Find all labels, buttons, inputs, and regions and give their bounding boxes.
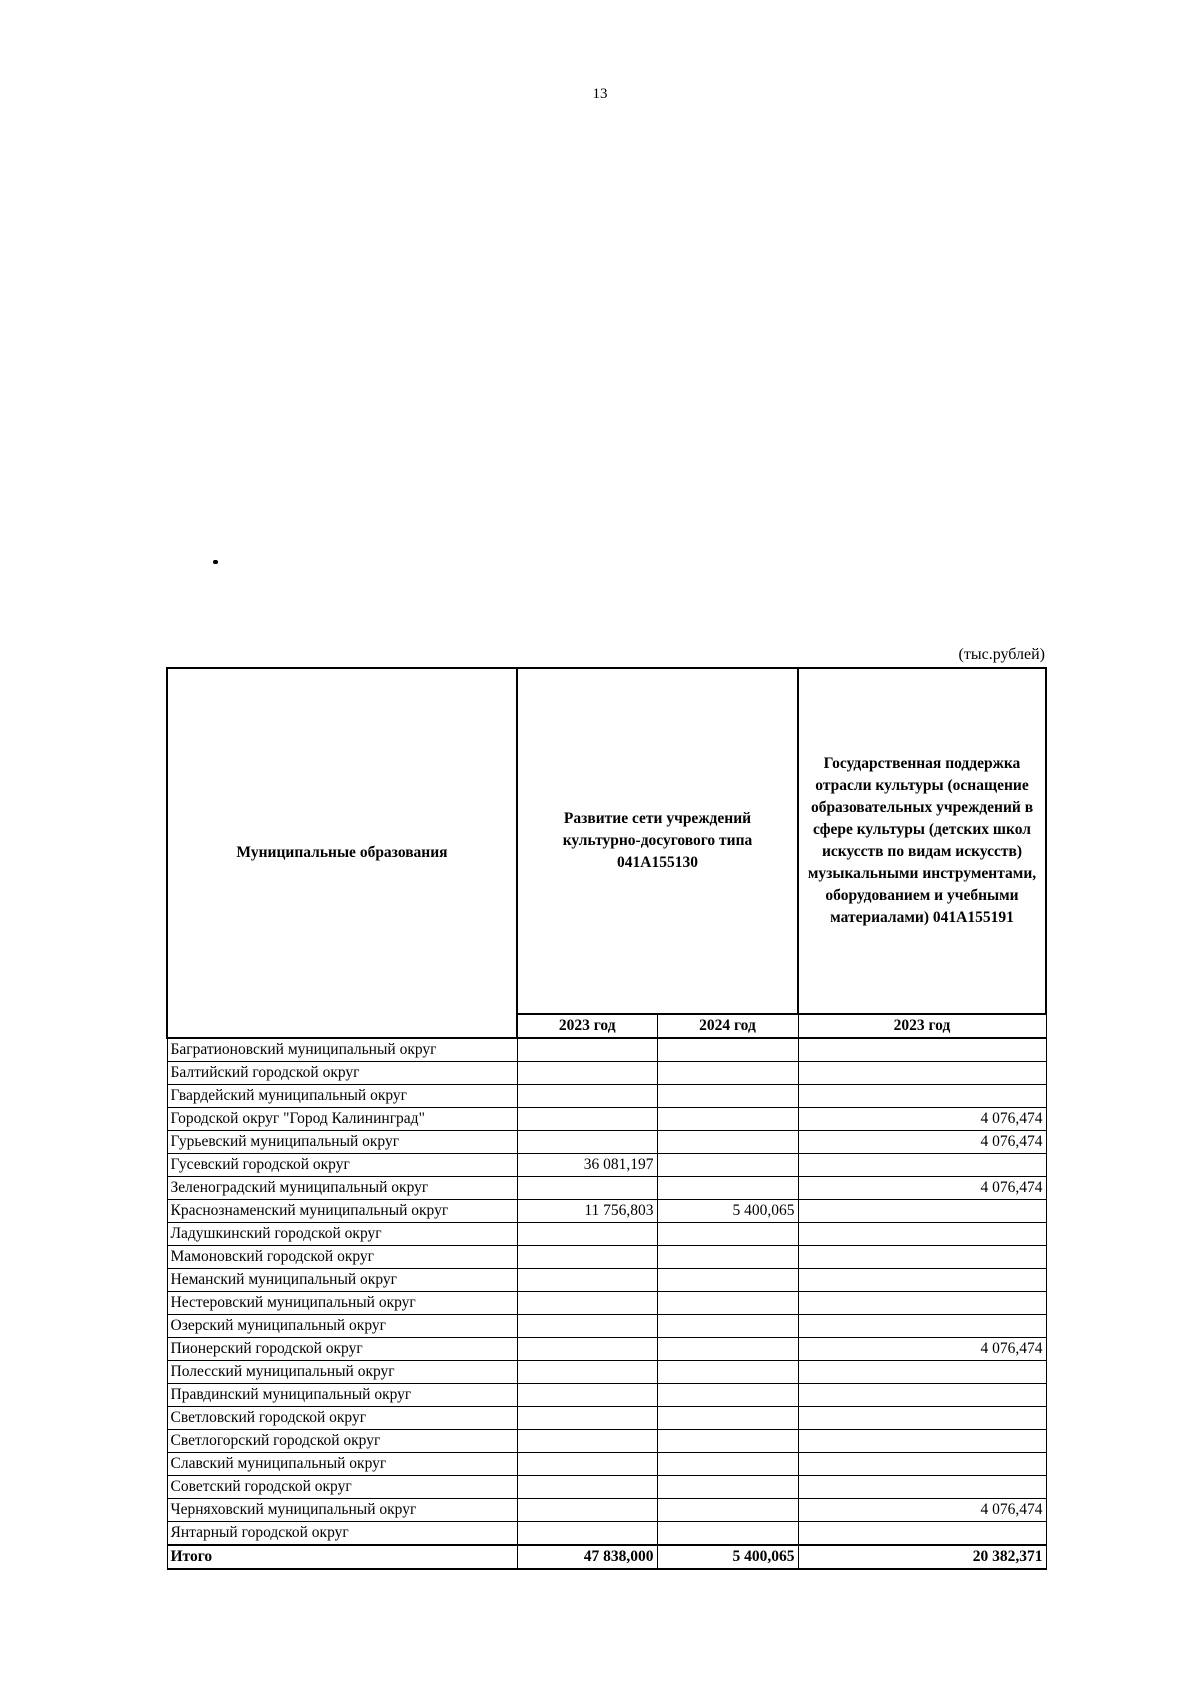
value-support-2023: 4 076,474 — [798, 1338, 1046, 1361]
value-network-2024 — [657, 1315, 798, 1338]
value-support-2023: 4 076,474 — [798, 1499, 1046, 1522]
municipality-name: Городской округ "Город Калининград" — [167, 1108, 517, 1131]
table-row — [167, 1522, 1046, 1546]
value-support-2023 — [798, 1154, 1046, 1177]
value-network-2023 — [517, 1062, 657, 1085]
municipality-name: Зеленоградский муниципальный округ — [167, 1177, 517, 1200]
value-support-2023 — [798, 1453, 1046, 1476]
value-support-2023 — [798, 1292, 1046, 1315]
value-network-2024 — [657, 1269, 798, 1292]
table-row — [167, 1430, 1046, 1453]
value-support-2023: 4 076,474 — [798, 1177, 1046, 1200]
header-municipality: Муниципальные образования — [167, 668, 517, 1038]
table-row — [167, 1131, 1046, 1154]
municipality-name: Озерский муниципальный округ — [167, 1315, 517, 1338]
header-year-2023-network: 2023 год — [517, 1014, 657, 1038]
municipality-name: Балтийский городской округ — [167, 1062, 517, 1085]
municipality-name: Черняховский муниципальный округ — [167, 1499, 517, 1522]
value-network-2024 — [657, 1384, 798, 1407]
municipality-name: Гвардейский муниципальный округ — [167, 1085, 517, 1108]
value-support-2023 — [798, 1384, 1046, 1407]
municipality-name: Краснознаменский муниципальный округ — [167, 1200, 517, 1223]
page-number: 13 — [592, 86, 608, 102]
value-support-2023 — [798, 1200, 1046, 1223]
table-row — [167, 1292, 1046, 1315]
municipality-name: Славский муниципальный округ — [167, 1453, 517, 1476]
municipality-name: Полесский муниципальный округ — [167, 1361, 517, 1384]
value-network-2023 — [517, 1430, 657, 1453]
municipality-name: Правдинский муниципальный округ — [167, 1384, 517, 1407]
value-network-2023 — [517, 1522, 657, 1546]
value-network-2023: 11 756,803 — [517, 1200, 657, 1223]
municipality-name: Советский городской округ — [167, 1476, 517, 1499]
header-year-2024-network: 2024 год — [657, 1014, 798, 1038]
municipality-name: Гурьевский муниципальный округ — [167, 1131, 517, 1154]
table-row — [167, 1315, 1046, 1338]
value-support-2023 — [798, 1038, 1046, 1062]
table-row — [167, 1154, 1046, 1177]
funding-table — [166, 667, 1047, 1570]
value-network-2023 — [517, 1476, 657, 1499]
total-row — [167, 1545, 1046, 1569]
table-row — [167, 1200, 1046, 1223]
scan-speck — [213, 560, 218, 564]
table-row — [167, 1499, 1046, 1522]
municipality-name: Неманский муниципальный округ — [167, 1269, 517, 1292]
value-network-2024 — [657, 1038, 798, 1062]
value-support-2023 — [798, 1062, 1046, 1085]
municipality-name: Нестеровский муниципальный округ — [167, 1292, 517, 1315]
value-network-2024 — [657, 1453, 798, 1476]
value-network-2024 — [657, 1246, 798, 1269]
value-network-2024 — [657, 1407, 798, 1430]
value-support-2023 — [798, 1522, 1046, 1546]
total-label: Итого — [167, 1545, 517, 1569]
municipality-name: Ладушкинский городской округ — [167, 1223, 517, 1246]
municipality-name: Мамоновский городской округ — [167, 1246, 517, 1269]
value-network-2023 — [517, 1108, 657, 1131]
municipality-name: Светлогорский городской округ — [167, 1430, 517, 1453]
table-row — [167, 1269, 1046, 1292]
value-network-2024 — [657, 1499, 798, 1522]
table-row — [167, 1453, 1046, 1476]
table-body — [167, 1038, 1046, 1569]
total-support-2023: 20 382,371 — [798, 1545, 1046, 1569]
total-network-2024: 5 400,065 — [657, 1545, 798, 1569]
value-network-2024 — [657, 1085, 798, 1108]
municipality-name: Багратионовский муниципальный округ — [167, 1038, 517, 1062]
value-network-2024 — [657, 1292, 798, 1315]
value-network-2024 — [657, 1522, 798, 1546]
value-network-2023 — [517, 1407, 657, 1430]
table-row — [167, 1108, 1046, 1131]
value-network-2023 — [517, 1384, 657, 1407]
value-network-2023 — [517, 1223, 657, 1246]
table-row — [167, 1038, 1046, 1062]
value-support-2023: 4 076,474 — [798, 1108, 1046, 1131]
value-network-2023 — [517, 1315, 657, 1338]
value-support-2023 — [798, 1430, 1046, 1453]
value-network-2024 — [657, 1131, 798, 1154]
value-network-2023 — [517, 1453, 657, 1476]
table-row — [167, 1246, 1046, 1269]
table-row — [167, 1384, 1046, 1407]
table-row — [167, 1223, 1046, 1246]
table-row — [167, 1085, 1046, 1108]
value-support-2023 — [798, 1407, 1046, 1430]
value-network-2023 — [517, 1131, 657, 1154]
value-support-2023 — [798, 1246, 1046, 1269]
table-row — [167, 1338, 1046, 1361]
value-network-2023 — [517, 1361, 657, 1384]
value-network-2024 — [657, 1177, 798, 1200]
table-row — [167, 1361, 1046, 1384]
total-network-2023: 47 838,000 — [517, 1545, 657, 1569]
value-network-2024 — [657, 1108, 798, 1131]
value-network-2024 — [657, 1338, 798, 1361]
header-year-2023-support: 2023 год — [798, 1014, 1046, 1038]
municipality-name: Светловский городской округ — [167, 1407, 517, 1430]
value-network-2024 — [657, 1223, 798, 1246]
value-network-2023 — [517, 1177, 657, 1200]
value-support-2023 — [798, 1361, 1046, 1384]
value-support-2023: 4 076,474 — [798, 1131, 1046, 1154]
value-network-2024 — [657, 1476, 798, 1499]
value-network-2024 — [657, 1154, 798, 1177]
value-support-2023 — [798, 1315, 1046, 1338]
value-support-2023 — [798, 1476, 1046, 1499]
table-row — [167, 1062, 1046, 1085]
table-row — [167, 1177, 1046, 1200]
value-network-2024: 5 400,065 — [657, 1200, 798, 1223]
value-network-2024 — [657, 1062, 798, 1085]
value-network-2023 — [517, 1269, 657, 1292]
value-support-2023 — [798, 1085, 1046, 1108]
value-network-2023 — [517, 1085, 657, 1108]
value-network-2024 — [657, 1430, 798, 1453]
value-support-2023 — [798, 1269, 1046, 1292]
units-label: (тыс.рублей) — [958, 646, 1045, 663]
value-network-2023 — [517, 1038, 657, 1062]
header-state-support: Государственная поддержка отрасли культуры (оснащение образовательных учреждений в сфере культуры (детских школ искусств по видам искусств) музыкальными инструментами, оборудованием и учебными материалами) 041А155191 — [798, 668, 1046, 1014]
value-network-2024 — [657, 1361, 798, 1384]
table-row — [167, 1476, 1046, 1499]
value-support-2023 — [798, 1223, 1046, 1246]
value-network-2023 — [517, 1338, 657, 1361]
value-network-2023 — [517, 1246, 657, 1269]
value-network-2023: 36 081,197 — [517, 1154, 657, 1177]
value-network-2023 — [517, 1292, 657, 1315]
table-row — [167, 1407, 1046, 1430]
municipality-name: Янтарный городской округ — [167, 1522, 517, 1546]
value-network-2023 — [517, 1499, 657, 1522]
header-culture-network: Развитие сети учреждений культурно-досугового типа 041А155130 — [517, 668, 798, 1014]
municipality-name: Гусевский городской округ — [167, 1154, 517, 1177]
municipality-name: Пионерский городской округ — [167, 1338, 517, 1361]
